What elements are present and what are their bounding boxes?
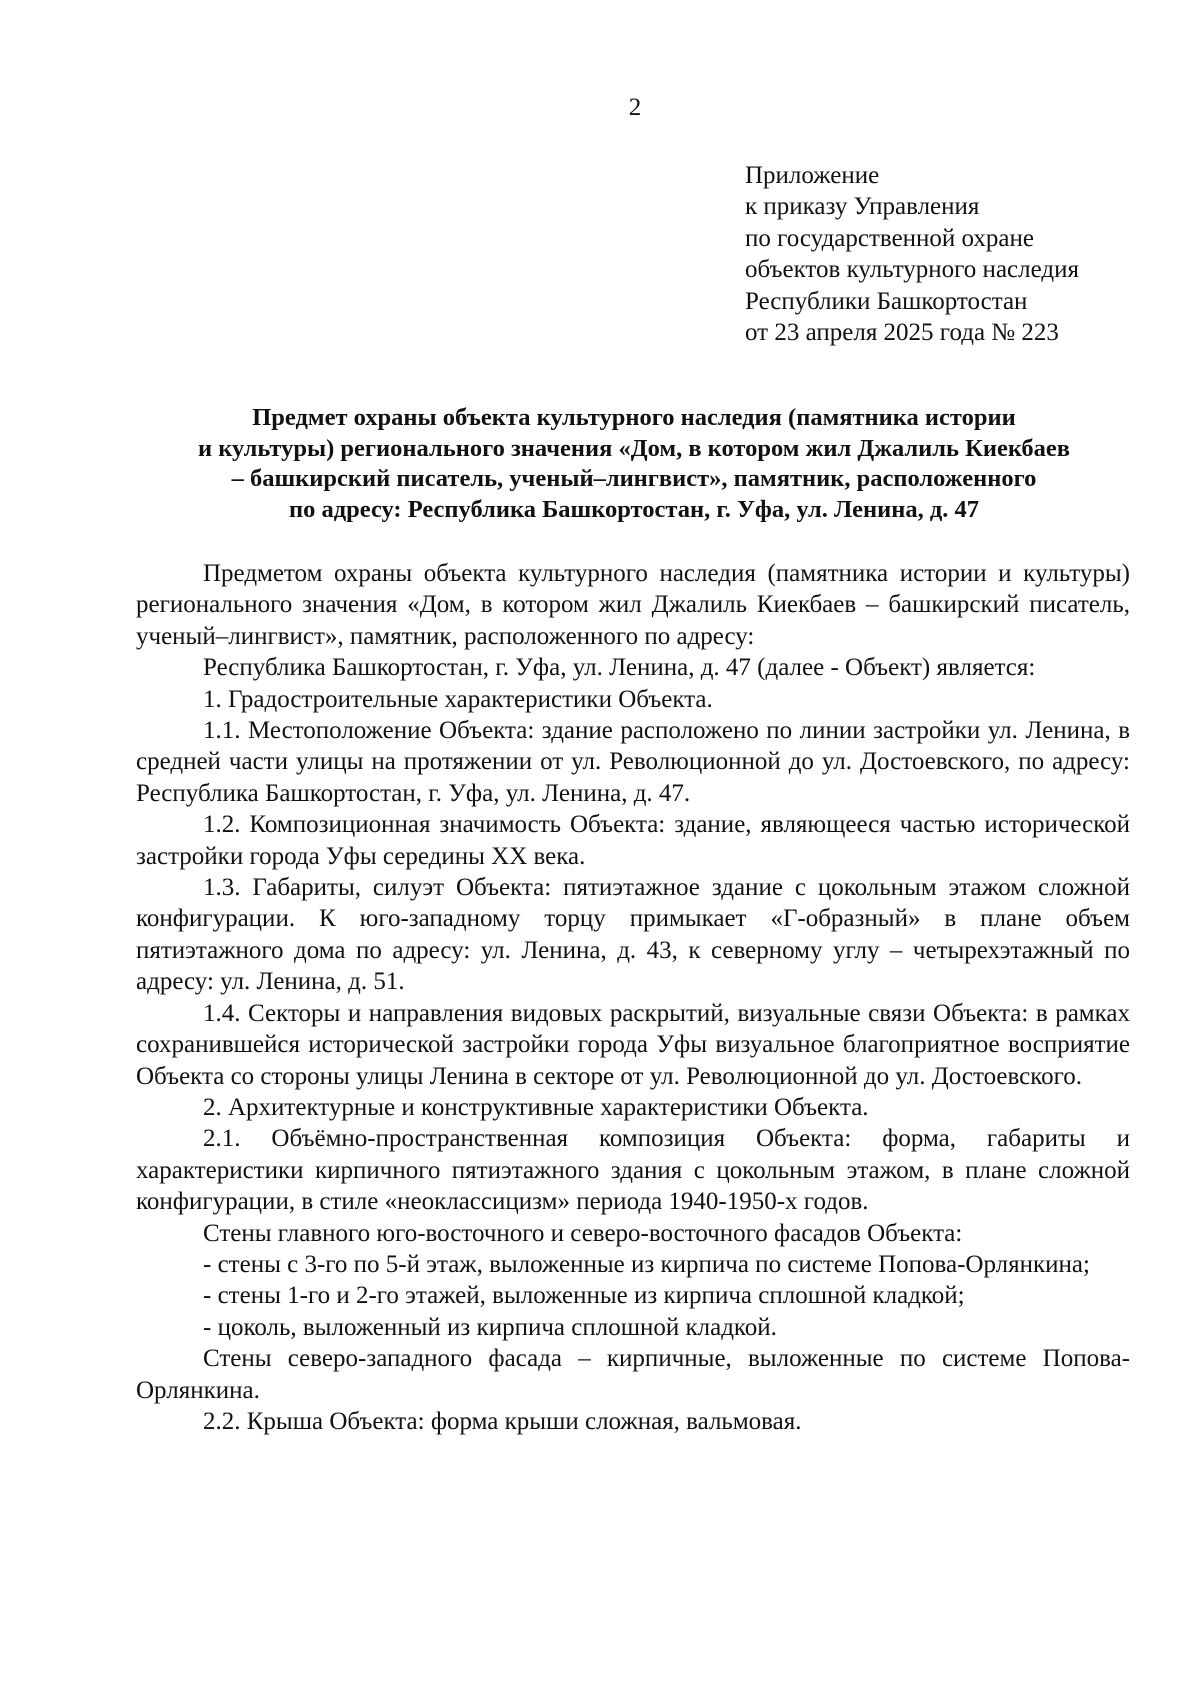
body-paragraph: 2.1. Объёмно-пространственная композиция Объекта: форма, габариты и характеристики кирпичного пятиэтажного здания с цокольным этажом, в плане сложной конфигурации, в стиле «неоклассицизм» периода 1940-1950-х годов. — [136, 1125, 1130, 1216]
appendix-line: Приложение — [745, 162, 880, 189]
appendix-line: объектов культурного наследия — [745, 256, 1079, 284]
title-line: по адресу: Республика Башкортостан, г. Уфа, ул. Ленина, д. 47 — [289, 495, 979, 523]
title-line: – башкирский писатель, ученый–лингвист», памятник, расположенного — [231, 465, 1037, 493]
document-title — [134, 403, 1134, 525]
appendix-line: по государственной охране — [745, 224, 1035, 252]
title-line: Предмет охраны объекта культурного наследия (памятника истории — [252, 404, 1016, 431]
appendix-line: Республики Башкортостан — [745, 287, 1028, 315]
body-paragraph: - цоколь, выложенный из кирпича сплошной кладкой. — [203, 1313, 777, 1341]
body-paragraph: 2.2. Крыша Объекта: форма крыши сложная, вальмовая. — [203, 1407, 802, 1435]
body-paragraph: 1. Градостроительные характеристики Объекта. — [203, 685, 713, 713]
body-paragraph: 1.2. Композиционная значимость Объекта: здание, являющееся частью исторической застройки города Уфы середины XX века. — [136, 811, 1130, 870]
body-paragraph: Стены главного юго-восточного и северо-восточного фасадов Объекта: — [203, 1219, 963, 1247]
appendix-line: к приказу Управления — [745, 193, 980, 221]
document-body — [136, 558, 1130, 1437]
appendix-line: от 23 апреля 2025 года № 223 — [745, 319, 1059, 347]
appendix-header — [745, 160, 1185, 348]
body-paragraph: Стены северо-западного фасада – кирпичные, выложенные по системе Попова-Орлянкина. — [136, 1345, 1130, 1404]
body-paragraph: 1.4. Секторы и направления видовых раскрытий, визуальные связи Объекта: в рамках сохранившейся исторической застройки города Уфы визуальное благоприятное восприятие Объекта со стороны улицы Ленина в секторе от ул. Революционной до ул. Достоевского. — [136, 999, 1130, 1090]
body-paragraph: 2. Архитектурные и конструктивные характеристики Объекта. — [203, 1093, 869, 1121]
title-line: и культуры) регионального значения «Дом, в котором жил Джалиль Киекбаев — [198, 434, 1070, 462]
body-paragraph: Республика Башкортостан, г. Уфа, ул. Ленина, д. 47 (далее - Объект) является: — [203, 654, 1036, 682]
body-paragraph: - стены 1-го и 2-го этажей, выложенные из кирпича сплошной кладкой; — [203, 1282, 965, 1310]
body-paragraph: 1.3. Габариты, силуэт Объекта: пятиэтажное здание с цокольным этажом сложной конфигурации. К юго-западному торцу примыкает «Г-образный» в плане объем пятиэтажного дома по адресу: ул. Ленина, д. 43, к северному углу – четырехэтажный по адресу: ул. Ленина, д. 51. — [136, 874, 1130, 996]
body-paragraph: Предметом охраны объекта культурного наследия (памятника истории и культуры) регионального значения «Дом, в котором жил Джалиль Киекбаев – башкирский писатель, ученый–лингвист», памятник, расположенного по адресу: — [136, 560, 1130, 650]
body-paragraph: - стены с 3-го по 5-й этаж, выложенные из кирпича по системе Попова-Орлянкина; — [203, 1250, 1090, 1278]
body-paragraph: 1.1. Местоположение Объекта: здание расположено по линии застройки ул. Ленина, в средней части улицы на протяжении от ул. Революционной до ул. Достоевского, по адресу: Республика Башкортостан, г. Уфа, ул. Ленина, д. 47. — [136, 717, 1130, 807]
page-number: 2 — [628, 94, 642, 121]
